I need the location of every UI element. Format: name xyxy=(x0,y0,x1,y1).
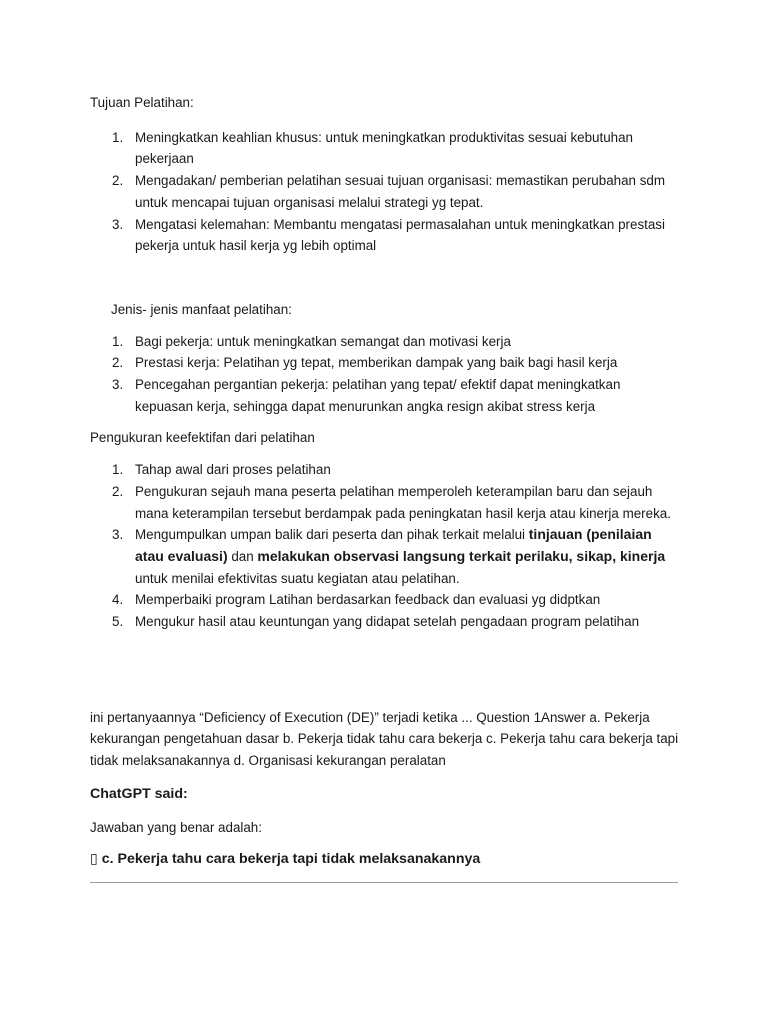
list-item-text-part: Mengumpulkan umpan balik dari peserta dan pihak terkait melalui xyxy=(135,527,529,543)
list-item-text: Bagi pekerja: untuk meningkatkan semangat dan motivasi kerja xyxy=(135,333,511,349)
bold-phrase: melakukan observasi langsung terkait perilaku, sikap, kinerja xyxy=(257,547,666,564)
list-item-text: Pencegahan pergantian pekerja: pelatihan yang tepat/ efektif dapat meningkatkan kepuasan kerja, sehingga dapat menurunkan angka resign akibat stress kerja xyxy=(135,377,621,414)
list-item xyxy=(90,374,680,417)
list-item-text: Mengadakan/ pemberian pelatihan sesuai tujuan organisasi: memastikan perubahan sdm untuk mencapai tujuan organisasi melalui strategi yg tepat. xyxy=(135,173,666,210)
list-manfaat xyxy=(90,331,680,418)
section-heading-tujuan: Tujuan Pelatihan: xyxy=(90,95,194,110)
question-paragraph: ini pertanyaannya “Deficiency of Execution (DE)” terjadi ketika ... Question 1Answer a. Pekerja kekurangan pengetahuan dasar b. Pekerja tidak tahu cara bekerja c. Pekerja tahu cara bekerja tapi tidak melaksanakannya d. Organisasi kekurangan peralatan xyxy=(90,709,679,769)
list-item-text: Prestasi kerja: Pelatihan yg tepat, memberikan dampak yang baik bagi hasil kerja xyxy=(135,355,618,371)
list-item-text: Meningkatkan keahlian khusus: untuk meningkatkan produktivitas sesuai kebutuhan pekerjaan xyxy=(135,129,633,167)
list-item-text-part: dan xyxy=(227,548,258,564)
list-number: 3. xyxy=(112,377,124,393)
bold-phrase: tinjauan (penilaian atau evaluasi) xyxy=(135,526,652,564)
list-item xyxy=(90,352,680,374)
chatgpt-said-label: ChatGPT said: xyxy=(90,785,188,802)
list-item xyxy=(90,611,680,633)
list-item-text: Mengukur hasil atau keuntungan yang didapat setelah pengadaan program pelatihan xyxy=(135,614,640,630)
list-item-text: Mengatasi kelemahan: Membantu mengatasi permasalahan untuk meningkatkan prestasi pekerja untuk hasil kerja yg lebih optimal xyxy=(135,216,665,254)
horizontal-rule xyxy=(90,882,678,883)
list-number: 3. xyxy=(112,216,124,232)
list-number: 5. xyxy=(112,614,124,630)
list-item-text: Tahap awal dari proses pelatihan xyxy=(135,462,331,478)
list-item-text: Pengukuran sejauh mana peserta pelatihan memperoleh keterampilan baru dan sejauh mana keterampilan tersebut berdampak pada peningkatan hasil kerja atau kinerja mereka. xyxy=(135,483,671,521)
list-number: 1. xyxy=(112,129,124,145)
list-item xyxy=(90,589,680,611)
section-heading-pengukuran: Pengukuran keefektifan dari pelatihan xyxy=(90,430,315,446)
list-item xyxy=(90,127,680,170)
final-answer: ▯ c. Pekerja tahu cara bekerja tapi tidak melaksanakannya xyxy=(90,851,481,868)
list-item xyxy=(90,481,680,524)
list-pengukuran xyxy=(90,459,680,633)
list-number: 4. xyxy=(112,592,124,608)
list-item xyxy=(90,331,680,353)
list-tujuan xyxy=(90,127,680,257)
document-page xyxy=(90,92,680,883)
list-number: 1. xyxy=(112,333,124,349)
list-item xyxy=(90,170,680,213)
list-number: 2. xyxy=(112,173,124,189)
answer-intro: Jawaban yang benar adalah: xyxy=(90,819,262,835)
list-item xyxy=(90,214,680,257)
list-item-text-part: untuk menilai efektivitas suatu kegiatan atau pelatihan. xyxy=(135,570,460,586)
list-number: 3. xyxy=(112,527,124,543)
list-number: 1. xyxy=(112,462,124,478)
list-number: 2. xyxy=(112,355,124,371)
list-item xyxy=(90,524,680,589)
list-number: 2. xyxy=(112,483,124,499)
list-item xyxy=(90,459,680,481)
list-item-text: Memperbaiki program Latihan berdasarkan feedback dan evaluasi yg didptkan xyxy=(135,592,601,608)
section-heading-manfaat: Jenis- jenis manfaat pelatihan: xyxy=(111,301,292,317)
